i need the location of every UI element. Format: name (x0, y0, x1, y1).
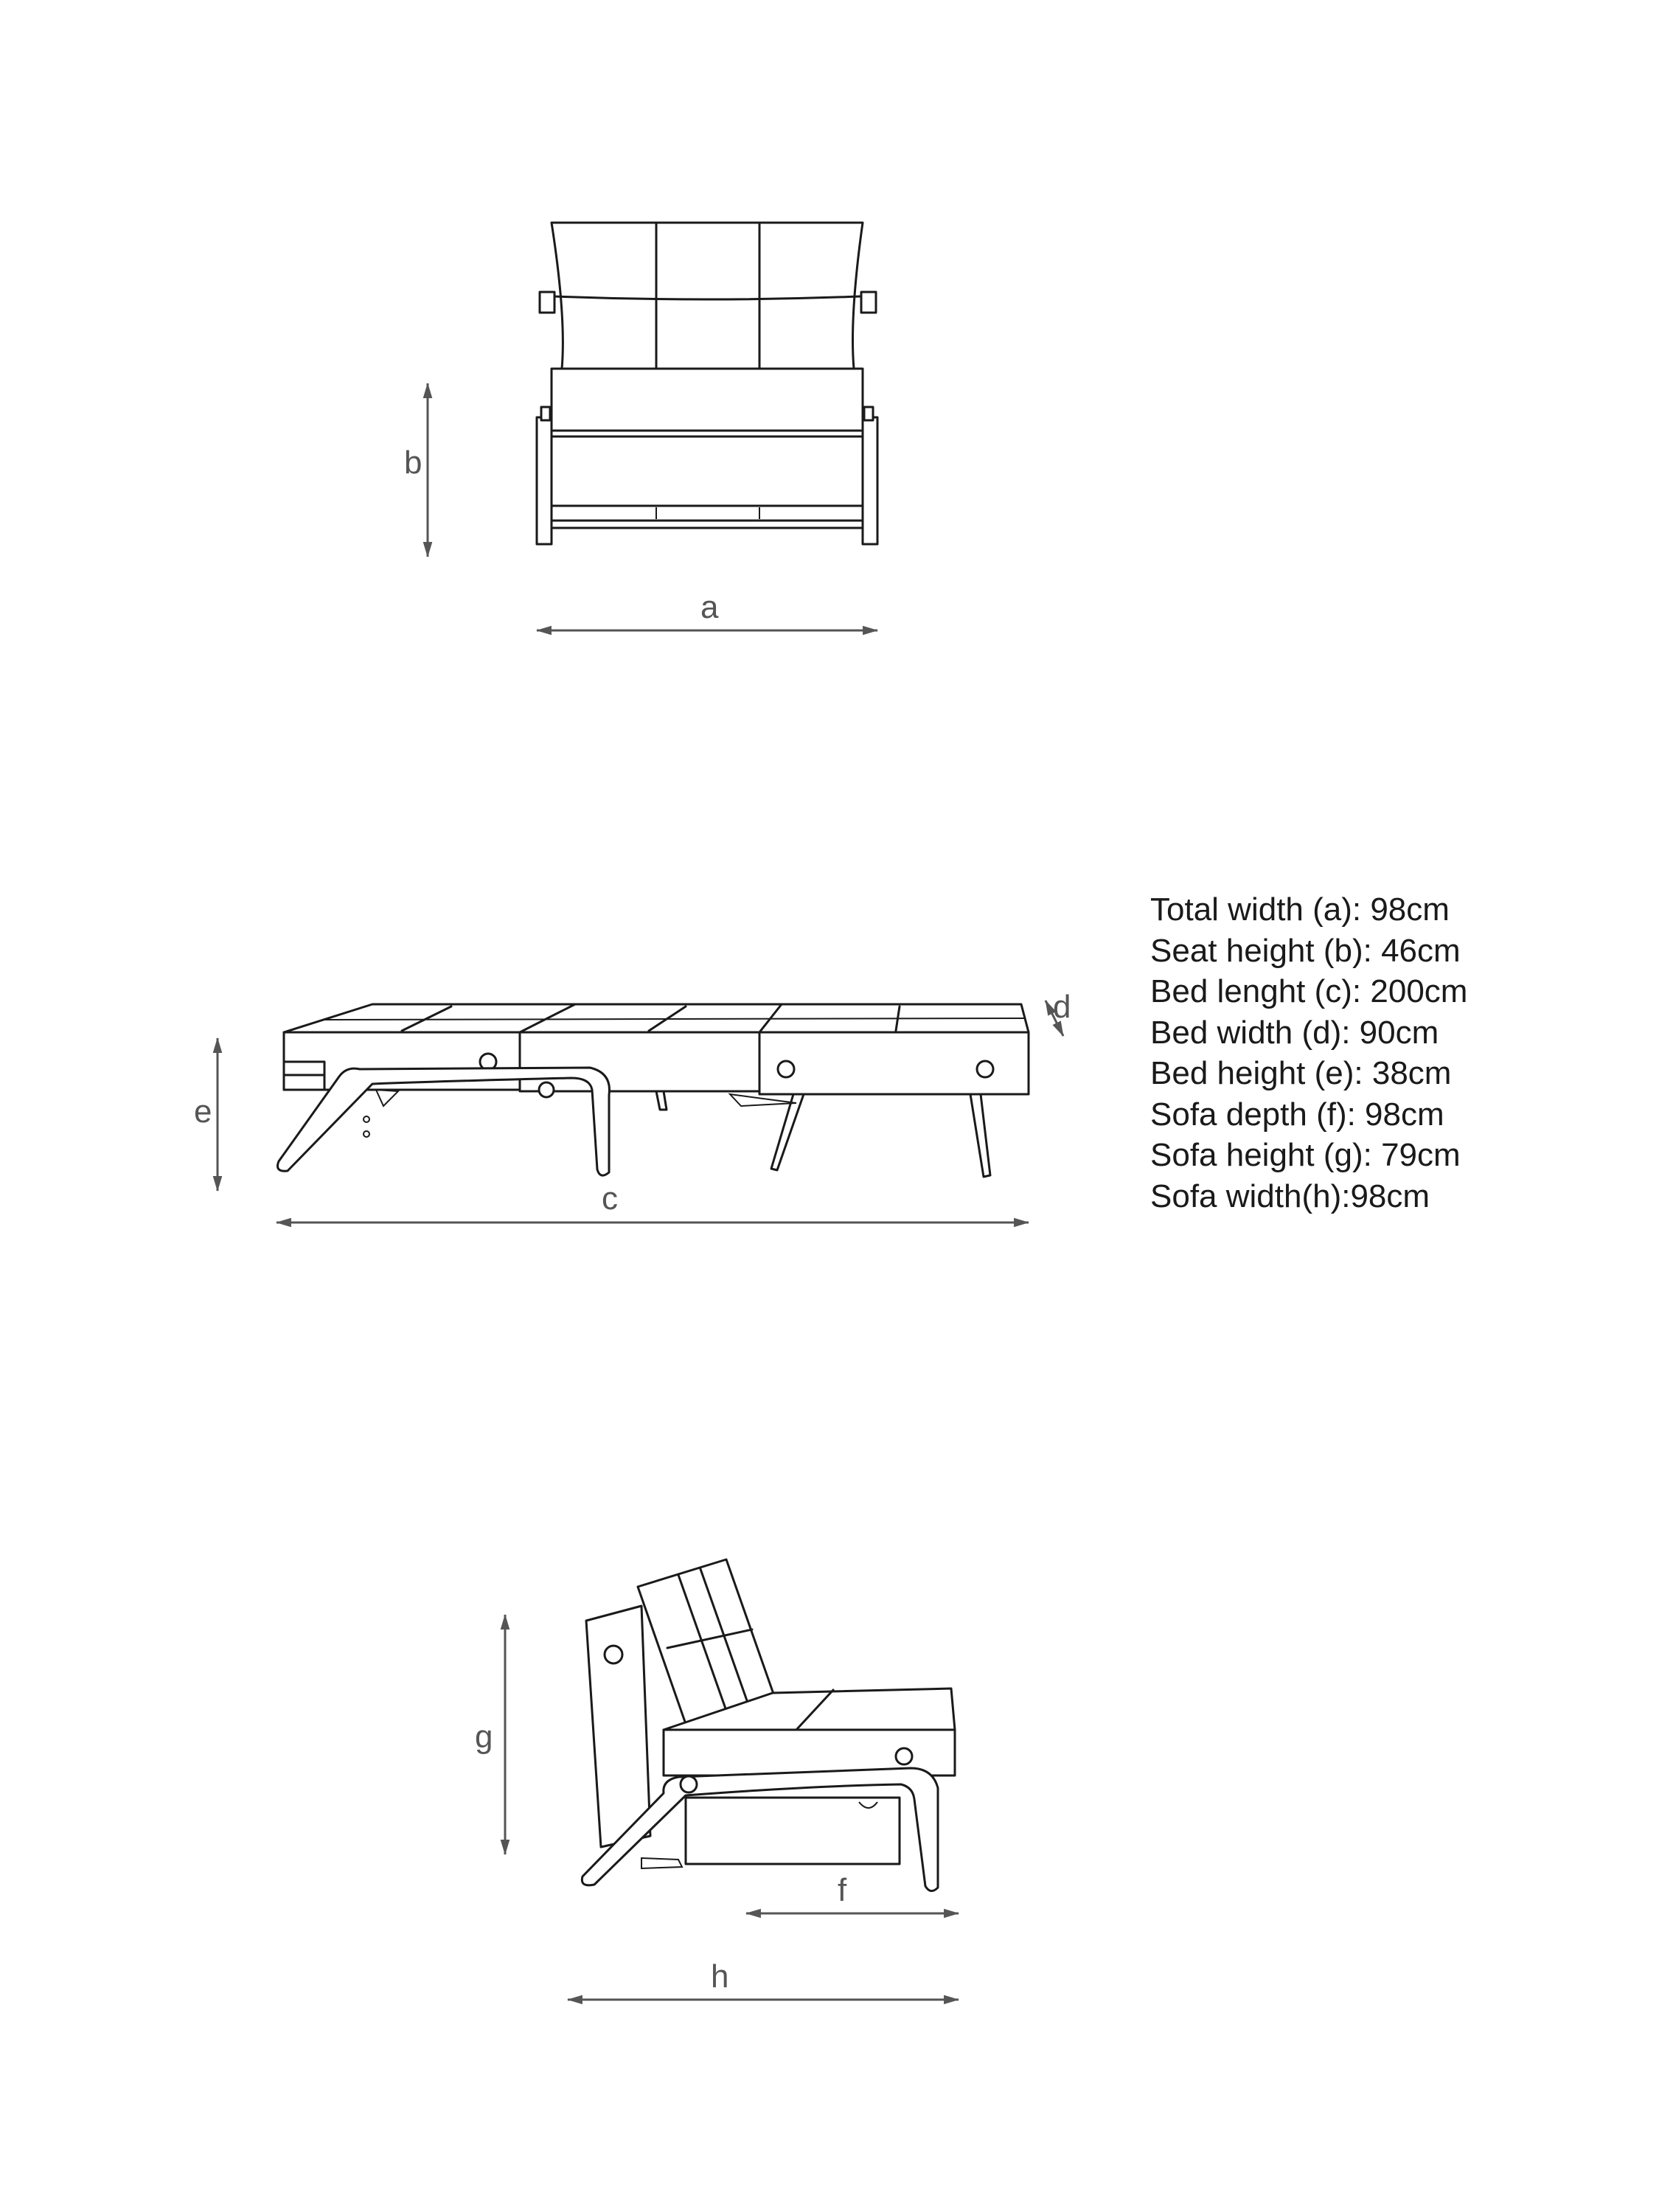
spec-bed-width: Bed width (d): 90cm (1150, 1014, 1439, 1051)
dim-label-d: d (1053, 989, 1071, 1025)
dim-label-c: c (602, 1180, 618, 1217)
spec-bed-length: Bed lenght (c): 200cm (1150, 973, 1468, 1009)
front-view (404, 223, 877, 630)
spec-seat-height: Seat height (b): 46cm (1150, 932, 1461, 969)
dim-label-g: g (475, 1719, 493, 1755)
bed-view (194, 989, 1071, 1222)
dim-label-h: h (711, 1958, 729, 1994)
dim-label-a: a (700, 589, 719, 625)
dim-label-e: e (194, 1093, 212, 1130)
spec-sofa-height: Sofa height (g): 79cm (1150, 1137, 1461, 1173)
spec-sofa-width: Sofa width(h):98cm (1150, 1178, 1430, 1214)
spec-bed-height: Bed height (e): 38cm (1150, 1055, 1452, 1091)
spec-total-width: Total width (a): 98cm (1150, 891, 1450, 928)
sofa-side-view (475, 1559, 959, 2000)
dim-label-f: f (838, 1872, 847, 1908)
dim-label-b: b (404, 445, 422, 481)
dimension-specs-list (1150, 889, 1467, 1217)
spec-sofa-depth: Sofa depth (f): 98cm (1150, 1096, 1444, 1133)
